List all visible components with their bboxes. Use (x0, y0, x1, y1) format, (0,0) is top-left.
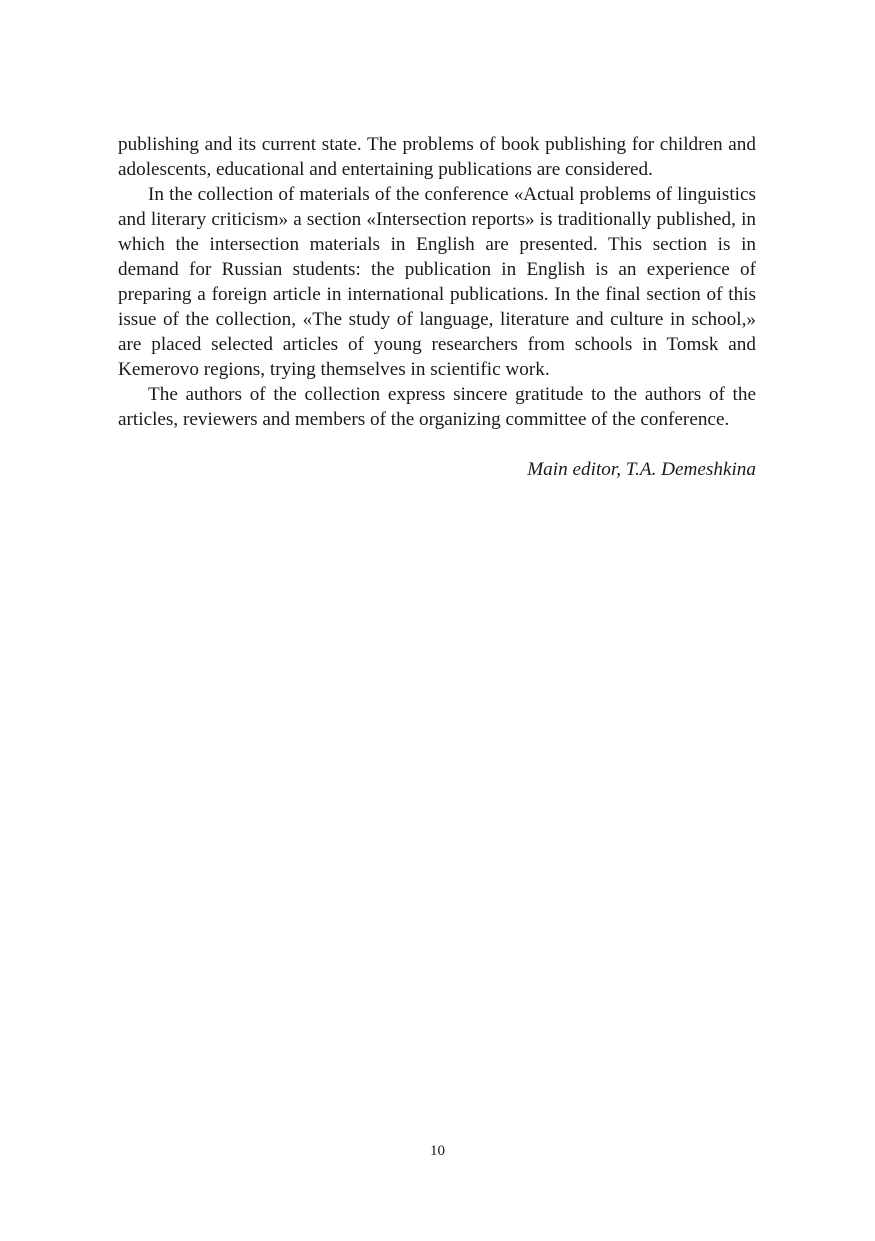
page-number: 10 (430, 1143, 445, 1159)
editor-signature: Main editor, T.A. Demeshkina (527, 459, 756, 480)
body-text (118, 132, 756, 432)
paragraph-continuation: publishing and its current state. The problems of book publishing for children and adolescents, educational and entertaining publications are considered. (118, 134, 756, 180)
paragraph-gratitude: The authors of the collection express sincere gratitude to the authors of the articles, reviewers and members of the organizing committee of the conference. (118, 384, 756, 430)
paragraph-conference-collection: In the collection of materials of the conference «Actual problems of linguistics and literary criticism» a section «Intersection reports» is traditionally published, in which the intersection materials in English are presented. This section is in demand for Russian students: the publication in English is an experience of preparing a foreign article in international publications. In the final section of this issue of the collection, «The study of language, literature and culture in school,» are placed selected articles of young researchers from schools in Tomsk and Kemerovo regions, trying themselves in scientific work. (118, 184, 756, 380)
